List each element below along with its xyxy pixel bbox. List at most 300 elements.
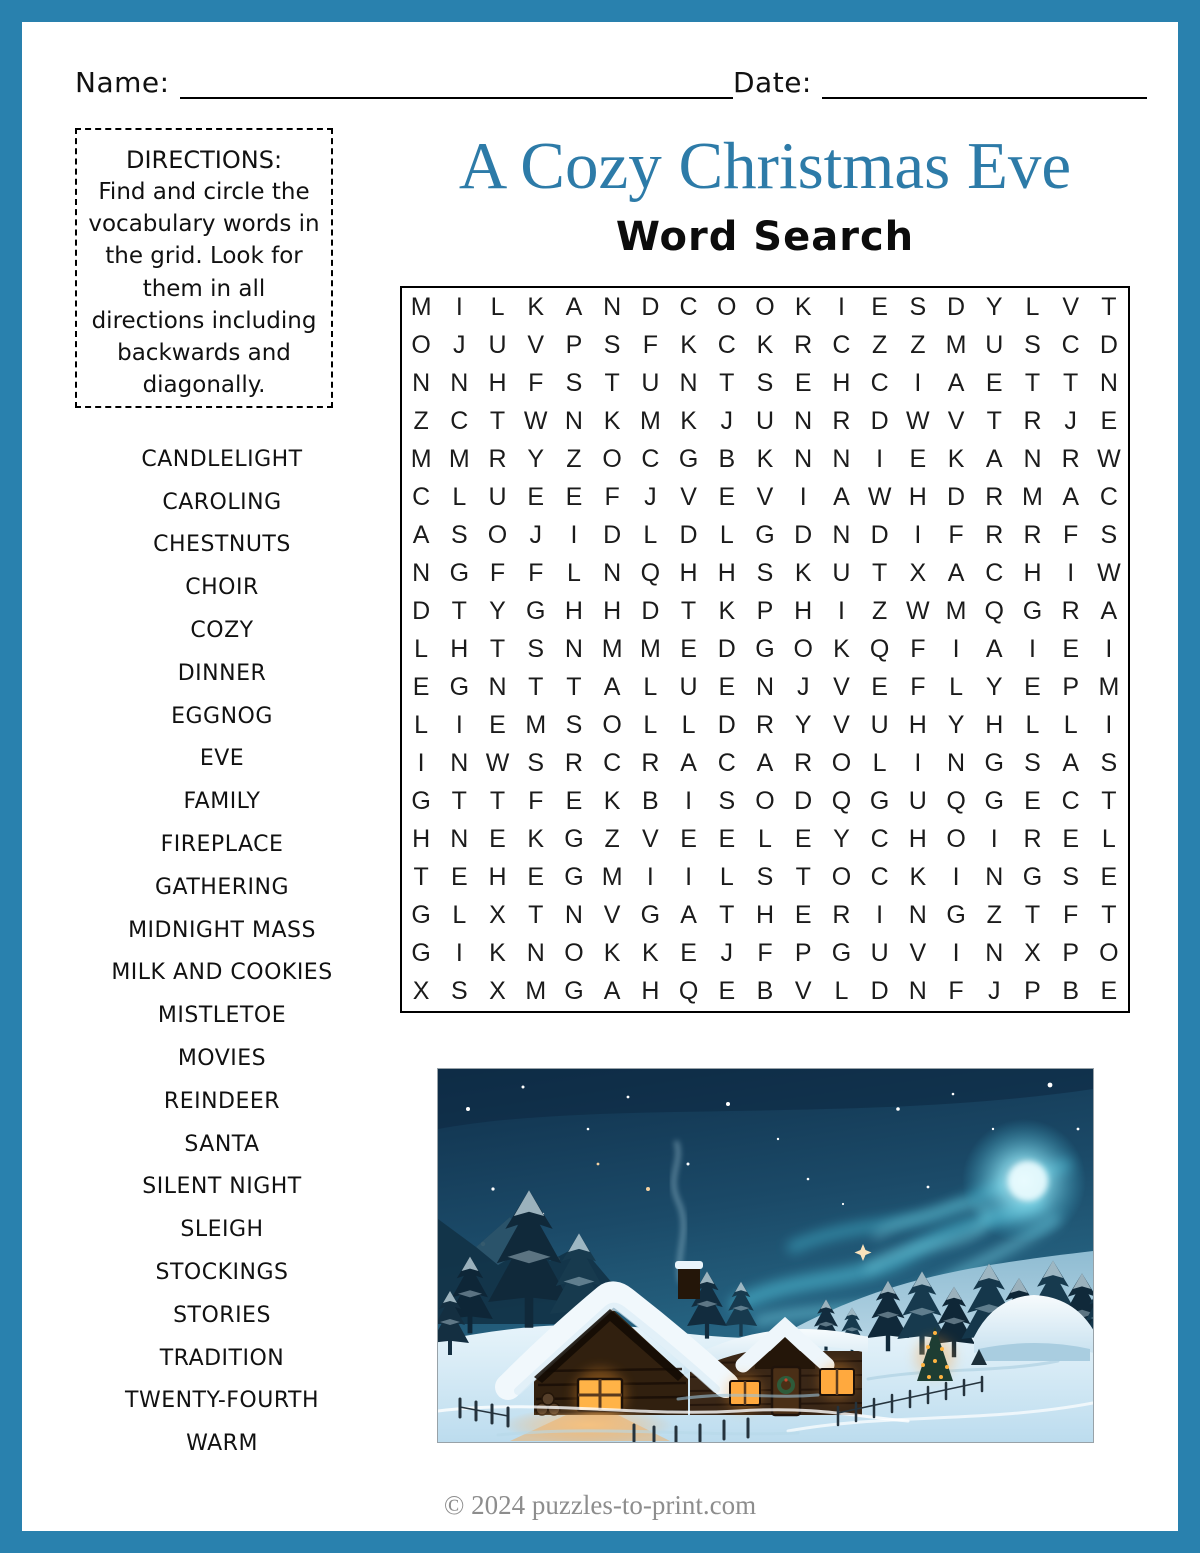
grid-letter: I xyxy=(952,634,960,663)
grid-letter: Z xyxy=(604,825,620,854)
grid-letter: L xyxy=(643,711,658,740)
grid-letter: T xyxy=(489,406,506,435)
date-label: Date: xyxy=(733,66,812,99)
grid-letter: K xyxy=(794,558,812,587)
grid-letter: Y xyxy=(985,292,1003,321)
grid-letter: R xyxy=(832,901,851,930)
grid-letter: G xyxy=(755,520,775,549)
grid-letter: N xyxy=(412,368,431,397)
grid-letter: L xyxy=(414,711,429,740)
grid-letter: I xyxy=(799,482,807,511)
grid-letter: Q xyxy=(640,558,661,587)
grid-letter: A xyxy=(680,901,697,930)
grid-letter: T xyxy=(413,863,429,892)
word-list-item: TWENTY-FOURTH xyxy=(125,1388,319,1414)
grid-letter: S xyxy=(1024,330,1041,359)
grid-letter: G xyxy=(564,863,584,892)
grid-letter: C xyxy=(870,863,889,892)
grid-letter: E xyxy=(985,368,1003,397)
grid-letter: N xyxy=(794,406,813,435)
word-list-item: FIREPLACE xyxy=(160,832,284,858)
grid-letter: C xyxy=(870,825,889,854)
grid-letter: L xyxy=(719,863,734,892)
grid-letter: M xyxy=(945,330,967,359)
front-door xyxy=(772,1367,800,1415)
grid-letter: S xyxy=(1100,749,1118,778)
grid-letter: C xyxy=(641,444,660,473)
grid-letter: F xyxy=(1063,520,1079,549)
grid-letter: F xyxy=(642,330,658,359)
grid-letter: W xyxy=(485,749,510,778)
grid-letter: C xyxy=(1061,787,1080,816)
grid-letter: F xyxy=(604,482,620,511)
grid-letter: R xyxy=(794,749,813,778)
grid-letter: N xyxy=(679,368,698,397)
grid-letter: D xyxy=(641,596,660,625)
grid-letter: L xyxy=(643,673,658,702)
grid-letter: L xyxy=(1025,292,1040,321)
grid-letter: G xyxy=(640,901,661,930)
grid-letter: L xyxy=(414,634,429,663)
grid-letter: B xyxy=(1062,977,1080,1006)
grid-letter: G xyxy=(984,749,1004,778)
grid-letter: D xyxy=(717,711,736,740)
grid-letter: C xyxy=(1099,482,1118,511)
grid-letter: A xyxy=(1062,482,1080,511)
grid-letter: Y xyxy=(833,825,850,854)
grid-letter: X xyxy=(412,977,430,1006)
grid-letter: V xyxy=(680,482,697,511)
grid-letter: E xyxy=(909,444,927,473)
grid-letter: K xyxy=(756,444,774,473)
grid-letter: B xyxy=(642,787,659,816)
grid-letter: O xyxy=(602,711,622,740)
grid-letter: T xyxy=(871,558,888,587)
grid-letter: A xyxy=(603,977,621,1006)
grid-letter: V xyxy=(909,939,927,968)
grid-letter: P xyxy=(1062,939,1080,968)
grid-letter: J xyxy=(796,673,810,702)
directions-heading: DIRECTIONS: xyxy=(125,146,283,174)
grid-letter: J xyxy=(529,520,542,549)
word-list-item: REINDEER xyxy=(163,1088,281,1114)
grid-letter: W xyxy=(906,406,930,435)
grid-letter: G xyxy=(1022,596,1043,625)
grid-letter: N xyxy=(450,368,469,397)
grid-letter: E xyxy=(1062,825,1080,854)
grid-letter: D xyxy=(717,634,736,663)
grid-letter: A xyxy=(603,673,621,702)
grid-letter: V xyxy=(947,406,965,435)
grid-letter: U xyxy=(870,711,889,740)
grid-letter: D xyxy=(794,787,813,816)
grid-letter: E xyxy=(565,482,583,511)
word-list xyxy=(22,438,422,1465)
word-list-item: TRADITION xyxy=(159,1345,285,1371)
grid-letter: O xyxy=(717,292,737,321)
date-field-group xyxy=(733,66,1147,99)
grid-letter: Z xyxy=(986,901,1002,930)
grid-letter: X xyxy=(489,977,506,1006)
grid-letter: N xyxy=(832,444,851,473)
grid-letter: S xyxy=(756,863,774,892)
grid-letter: L xyxy=(758,825,772,854)
grid-letter: U xyxy=(870,939,889,968)
grid-letter: E xyxy=(565,787,583,816)
word-list-item: WARM xyxy=(186,1431,258,1457)
grid-letter: H xyxy=(908,825,927,854)
grid-letter: I xyxy=(455,711,463,740)
grid-letter: H xyxy=(488,863,507,892)
word-list-item: CAROLING xyxy=(162,489,282,515)
grid-letter: W xyxy=(867,482,892,511)
grid-letter: T xyxy=(680,596,697,625)
grid-letter: V xyxy=(833,673,850,702)
grid-letter: T xyxy=(1063,368,1079,397)
grid-letter: Z xyxy=(910,330,926,359)
grid-letter: E xyxy=(489,711,506,740)
word-list-item: MIDNIGHT MASS xyxy=(128,917,316,943)
grid-letter: G xyxy=(946,901,966,930)
grid-letter: T xyxy=(566,673,582,702)
grid-letter: M xyxy=(410,292,432,321)
grid-letter: L xyxy=(1025,711,1040,740)
grid-letter: V xyxy=(794,977,812,1006)
grid-letter: K xyxy=(527,292,545,321)
grid-letter: G xyxy=(564,977,584,1006)
grid-letter: K xyxy=(718,596,736,625)
grid-letter: F xyxy=(489,558,506,587)
grid-letter: K xyxy=(489,939,506,968)
grid-letter: I xyxy=(1028,634,1036,663)
grid-letter: E xyxy=(489,825,506,854)
grid-letter: C xyxy=(717,330,736,359)
grid-letter: A xyxy=(756,749,774,778)
grid-letter: M xyxy=(448,444,470,473)
grid-letter: I xyxy=(837,292,845,321)
grid-letter: M xyxy=(601,863,623,892)
grid-letter: A xyxy=(985,634,1003,663)
grid-letter: A xyxy=(947,558,965,587)
grid-letter: M xyxy=(410,444,432,473)
grid-letter: U xyxy=(908,787,927,816)
grid-letter: S xyxy=(565,368,583,397)
word-list-item: SANTA xyxy=(184,1131,260,1157)
grid-letter: P xyxy=(794,939,812,968)
grid-letter: X xyxy=(489,901,506,930)
grid-letter: I xyxy=(1067,558,1075,587)
grid-letter: Q xyxy=(678,977,699,1006)
grid-letter: A xyxy=(985,444,1003,473)
grid-letter: V xyxy=(603,901,621,930)
word-list-item: STOCKINGS xyxy=(155,1260,289,1286)
grid-letter: E xyxy=(1100,406,1118,435)
grid-letter: H xyxy=(450,634,469,663)
grid-letter: R xyxy=(564,749,583,778)
grid-letter: K xyxy=(527,825,545,854)
grid-letter: H xyxy=(832,368,851,397)
grid-letter: A xyxy=(1100,596,1118,625)
grid-letter: A xyxy=(565,292,583,321)
grid-letter: O xyxy=(1099,939,1119,968)
grid-letter: E xyxy=(1062,634,1080,663)
grid-letter: H xyxy=(908,711,927,740)
grid-letter: N xyxy=(908,901,927,930)
grid-letter: T xyxy=(719,901,735,930)
grid-letter: G xyxy=(411,901,431,930)
grid-letter: N xyxy=(985,939,1004,968)
grid-letter: H xyxy=(908,482,927,511)
grid-letter: E xyxy=(871,292,888,321)
word-list-item: CHESTNUTS xyxy=(153,532,291,558)
grid-letter: D xyxy=(947,482,966,511)
grid-letter: R xyxy=(1023,825,1042,854)
grid-letter: J xyxy=(1064,406,1077,435)
grid-letter: I xyxy=(952,863,960,892)
grid-letter: C xyxy=(679,292,698,321)
grid-letter: S xyxy=(527,634,545,663)
grid-letter: V xyxy=(833,711,850,740)
grid-letter: O xyxy=(793,634,813,663)
grid-letter: T xyxy=(489,787,506,816)
date-write-line xyxy=(822,67,1147,99)
grid-letter: Y xyxy=(527,444,545,473)
grid-letter: N xyxy=(450,825,469,854)
grid-letter: V xyxy=(527,330,545,359)
grid-letter: C xyxy=(603,749,622,778)
grid-letter: B xyxy=(756,977,774,1006)
grid-letter: I xyxy=(837,596,845,625)
grid-letter: A xyxy=(1062,749,1080,778)
grid-letter: O xyxy=(411,330,431,359)
grid-letter: H xyxy=(564,596,583,625)
grid-letter: K xyxy=(909,863,927,892)
grid-letter: F xyxy=(948,977,964,1006)
grid-letter: S xyxy=(527,749,545,778)
word-list-item: STORIES xyxy=(173,1302,271,1328)
grid-letter: U xyxy=(755,406,775,435)
grid-letter: K xyxy=(756,330,774,359)
grid-letter: O xyxy=(831,863,852,892)
grid-letter: C xyxy=(870,368,889,397)
grid-letter: F xyxy=(910,634,926,663)
grid-letter: T xyxy=(528,901,544,930)
grid-letter: E xyxy=(680,634,697,663)
grid-letter: E xyxy=(412,673,430,702)
grid-letter: N xyxy=(794,444,813,473)
grid-letter: M xyxy=(1022,482,1043,511)
grid-letter: O xyxy=(946,825,966,854)
grid-letter: I xyxy=(876,444,884,473)
grid-letter: J xyxy=(720,406,734,435)
name-write-line xyxy=(180,67,733,99)
grid-letter: M xyxy=(601,634,623,663)
grid-letter: S xyxy=(756,368,774,397)
page-subtitle: Word Search xyxy=(615,214,915,260)
grid-letter: U xyxy=(679,673,698,702)
grid-letter: N xyxy=(450,749,469,778)
grid-letter: B xyxy=(718,444,736,473)
grid-letter: T xyxy=(1101,901,1117,930)
grid-letter: T xyxy=(451,596,467,625)
grid-letter: F xyxy=(757,939,773,968)
grid-letter: D xyxy=(641,292,660,321)
grid-letter: E xyxy=(1024,673,1041,702)
grid-letter: F xyxy=(1063,901,1079,930)
grid-letter: A xyxy=(833,482,850,511)
grid-letter: E xyxy=(450,863,468,892)
grid-letter: C xyxy=(717,749,736,778)
grid-letter: H xyxy=(717,558,736,587)
grid-letter: D xyxy=(947,292,966,321)
grid-letter: P xyxy=(1024,977,1041,1006)
grid-letter: G xyxy=(449,673,470,702)
grid-letter: L xyxy=(1101,825,1116,854)
grid-letter: R xyxy=(755,711,775,740)
grid-letter: K xyxy=(680,330,697,359)
word-list-item: CHOIR xyxy=(185,575,259,601)
grid-letter: D xyxy=(412,596,431,625)
word-list-item: EGGNOG xyxy=(171,703,273,729)
grid-letter: R xyxy=(1061,444,1080,473)
grid-letter: K xyxy=(947,444,965,473)
grid-letter: Z xyxy=(871,596,888,625)
grid-letter: F xyxy=(528,787,544,816)
grid-letter: U xyxy=(641,368,660,397)
grid-letter: R xyxy=(985,520,1004,549)
grid-letter: T xyxy=(719,368,735,397)
grid-letter: N xyxy=(564,634,583,663)
grid-letter: L xyxy=(834,977,849,1006)
grid-letter: E xyxy=(1100,863,1118,892)
grid-letter: A xyxy=(680,749,697,778)
grid-letter: H xyxy=(679,558,698,587)
grid-letter: H xyxy=(985,711,1004,740)
grid-letter: E xyxy=(871,673,888,702)
grid-letter: L xyxy=(949,673,963,702)
word-list-item: COZY xyxy=(190,618,254,644)
copyright-text: © 2024 puzzles-to-print.com xyxy=(443,1490,757,1520)
word-list-item: MISTLETOE xyxy=(157,1003,287,1029)
grid-letter: E xyxy=(527,863,545,892)
page-title: A Cozy Christmas Eve xyxy=(458,129,1072,203)
grid-letter: J xyxy=(453,330,466,359)
grid-letter: R xyxy=(794,330,813,359)
grid-letter: Y xyxy=(985,673,1003,702)
grid-letter: O xyxy=(487,520,508,549)
grid-letter: I xyxy=(646,863,654,892)
grid-letter: M xyxy=(1098,673,1120,702)
grid-letter: N xyxy=(603,292,622,321)
grid-letter: C xyxy=(412,482,431,511)
grid-letter: G xyxy=(411,787,431,816)
grid-letter: H xyxy=(794,596,813,625)
grid-letter: I xyxy=(914,368,922,397)
grid-letter: E xyxy=(794,368,812,397)
grid-letter: Z xyxy=(413,406,429,435)
grid-letter: E xyxy=(1100,977,1118,1006)
grid-letter: D xyxy=(870,406,889,435)
grid-letter: E xyxy=(718,673,736,702)
grid-letter: S xyxy=(1024,749,1041,778)
grid-letter: T xyxy=(451,787,467,816)
grid-letter: F xyxy=(910,673,926,702)
grid-letter: T xyxy=(604,368,620,397)
grid-letter: K xyxy=(603,787,621,816)
grid-letter: D xyxy=(870,977,889,1006)
word-search-grid xyxy=(400,286,1130,1013)
grid-letter: L xyxy=(719,520,734,549)
grid-letter: E xyxy=(718,825,736,854)
grid-letter: K xyxy=(833,634,850,663)
grid-letter: O xyxy=(831,749,852,778)
grid-letter: L xyxy=(872,749,887,778)
grid-letter: U xyxy=(488,482,507,511)
grid-letter: T xyxy=(986,406,1002,435)
grid-letter: D xyxy=(679,520,698,549)
grid-letter: M xyxy=(639,634,661,663)
word-list-item: MOVIES xyxy=(177,1046,267,1072)
name-field-group xyxy=(75,66,733,99)
grid-letter: G xyxy=(755,634,775,663)
grid-letter: U xyxy=(985,330,1004,359)
grid-letter: S xyxy=(450,520,468,549)
grid-letter: S xyxy=(1062,863,1080,892)
grid-letter: W xyxy=(523,406,548,435)
grid-letter: N xyxy=(564,406,583,435)
grid-letter: V xyxy=(756,482,774,511)
word-list-item: SILENT NIGHT xyxy=(142,1174,302,1200)
grid-letter: H xyxy=(755,901,775,930)
grid-letter: R xyxy=(985,482,1004,511)
grid-letter: L xyxy=(452,482,467,511)
grid-letter: W xyxy=(1097,444,1121,473)
grid-letter: Y xyxy=(794,711,812,740)
grid-letter: Q xyxy=(984,596,1004,625)
grid-letter: E xyxy=(718,482,736,511)
grid-letter: R xyxy=(1023,520,1042,549)
grid-letter: I xyxy=(1105,634,1113,663)
grid-letter: T xyxy=(1101,292,1117,321)
grid-letter: O xyxy=(755,292,775,321)
word-list-item: GATHERING xyxy=(154,874,290,900)
grid-letter: M xyxy=(525,977,547,1006)
winter-cabin-illustration xyxy=(437,1068,1094,1443)
word-list-item: EVE xyxy=(199,746,245,772)
grid-letter: X xyxy=(1024,939,1041,968)
grid-letter: Y xyxy=(489,596,506,625)
grid-letter: C xyxy=(1061,330,1080,359)
grid-letter: T xyxy=(1024,368,1041,397)
grid-letter: T xyxy=(1024,901,1041,930)
grid-letter: A xyxy=(947,368,965,397)
grid-letter: V xyxy=(642,825,659,854)
grid-letter: I xyxy=(685,863,693,892)
grid-letter: I xyxy=(570,520,578,549)
grid-letter: N xyxy=(526,939,545,968)
grid-letter: P xyxy=(565,330,583,359)
grid-letter: K xyxy=(680,406,697,435)
grid-letter: R xyxy=(832,406,851,435)
grid-letter: S xyxy=(603,330,621,359)
grid-letter: I xyxy=(990,825,998,854)
grid-letter: T xyxy=(489,634,506,663)
grid-letter: D xyxy=(794,520,813,549)
grid-letter: E xyxy=(794,901,812,930)
grid-letter: K xyxy=(794,292,812,321)
grid-letter: G xyxy=(526,596,546,625)
grid-letter: C xyxy=(832,330,851,359)
